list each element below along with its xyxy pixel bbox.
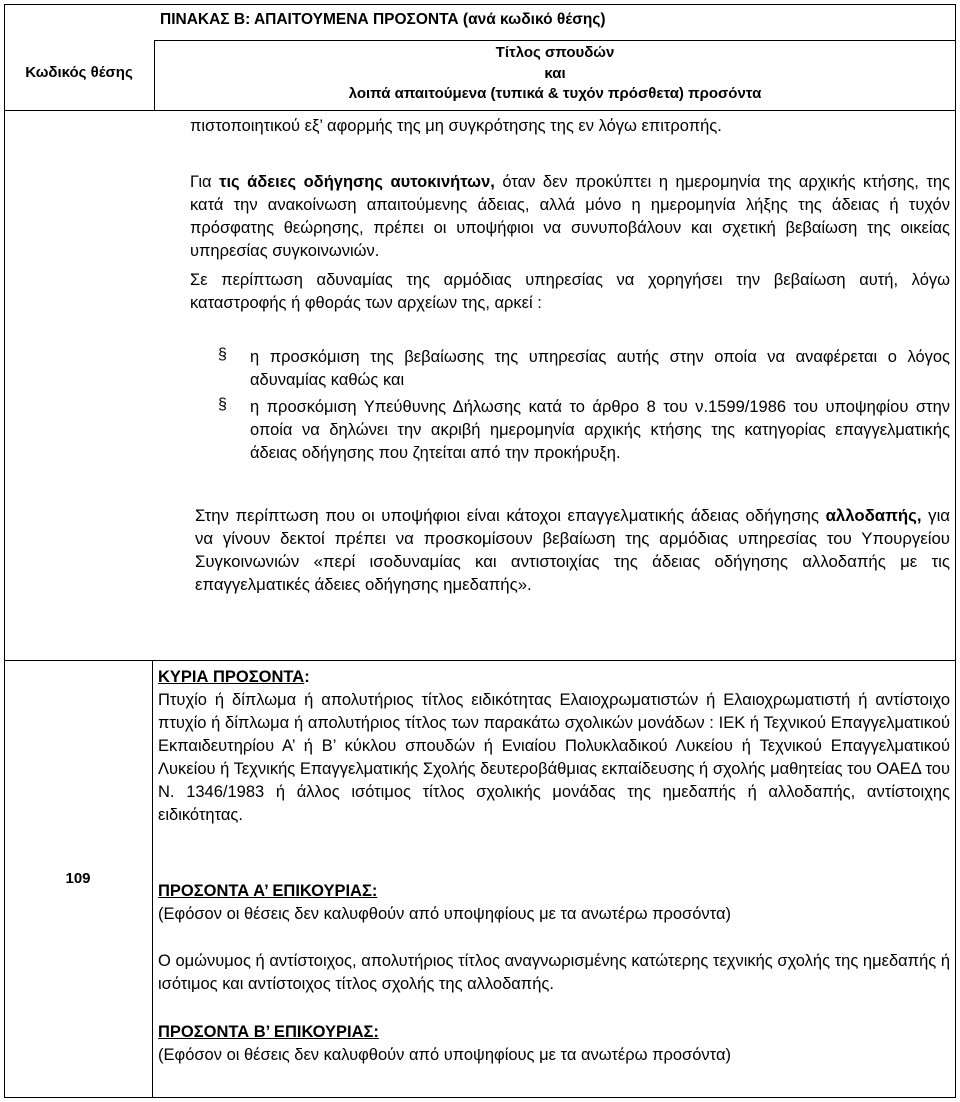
supplementary-a-heading: ΠΡΟΣΟΝΤΑ Α’ ΕΠΙΚΟΥΡΙΑΣ: [158, 882, 378, 900]
position-code: 109 [65, 870, 91, 887]
title-column-header-line2: και [544, 65, 566, 82]
code-column-rule-bottom [152, 660, 153, 1098]
supplementary-b-note: (Εφόσον οι θέσεις δεν καλυφθούν από υποψηφίους με τα ανωτέρω προσόντα) [158, 1046, 731, 1064]
authority-unable-paragraph: Σε περίπτωση αδυναμίας της αρμόδιας υπηρεσίας να χορηγήσει την βεβαίωση αυτή, λόγω καταστροφής ή φθοράς των αρχείων της, αρκεί : [190, 271, 950, 312]
supplementary-a-text: Ο ομώνυμος ή αντίστοιχος, απολυτήριος τίτλος αναγνωρισμένης κατώτερης τεχνικής σχολής της ημεδαπής ή ισότιμος και αντίστοιχος τίτλος σχολής της αλλοδαπής. [158, 952, 950, 993]
header-bottom-rule [4, 110, 956, 111]
bullet-icon: § [218, 346, 227, 363]
car-license-paragraph: Για τις άδειες οδήγησης αυτοκινήτων, όταν δεν προκύπτει η ημερομηνία της αρχικής κτήσης, της κατά την ανακοίνωση απαιτούμενης άδειας, αλλά μόνο η ημερομηνία λήξης της άδειας ή τυχόν πρόσφατης θεώρησης, πρέπει οι υποψήφιοι να συνυποβάλουν και σχετική βεβαίωση της οικείας υπηρεσίας συγκοινωνιών. [190, 173, 951, 260]
code-column-header: Κωδικός θέσης [25, 64, 133, 81]
row-divider [4, 660, 956, 661]
cert-continuation-text: πιστοποιητικού εξ’ αφορμής της μη συγκρότησης της εν λόγω επιτροπής. [190, 117, 722, 135]
foreign-license-paragraph: Στην περίπτωση που οι υποψήφιοι είναι κάτοχοι επαγγελματικής άδειας οδήγησης αλλοδαπής, για να γίνουν δεκτοί πρέπει να προσκομίσουν βεβαίωση της αρμόδιας υπηρεσίας του Υπουργείου Συγκοινωνιών «περί ισοδυναμίας και αντιστοιχίας της άδειας οδήγησης αλλοδαπής με τις επαγγελματικές άδειες οδήγησης ημεδαπής». [195, 506, 950, 594]
supplementary-a-note: (Εφόσον οι θέσεις δεν καλυφθούν από υποψηφίους με τα ανωτέρω προσόντα) [158, 905, 731, 923]
header-divider [155, 40, 955, 41]
table-title: ΠΙΝΑΚΑΣ Β: ΑΠΑΙΤΟΥΜΕΝΑ ΠΡΟΣΟΝΤΑ (ανά κωδικό θέσης) [160, 11, 606, 28]
supplementary-b-heading: ΠΡΟΣΟΝΤΑ Β’ ΕΠΙΚΟΥΡΙΑΣ: [158, 1023, 379, 1041]
main-qualifications-heading: ΚΥΡΙΑ ΠΡΟΣΟΝΤΑ: [158, 668, 310, 686]
bullet-item-1: η προσκόμιση της βεβαίωσης της υπηρεσίας αυτής στην οποία να αναφέρεται ο λόγος αδυναμίας καθώς και [250, 348, 950, 389]
main-qualifications-text: Πτυχίο ή δίπλωμα ή απολυτήριος τίτλος ειδικότητας Ελαιοχρωματιστών ή Ελαιοχρωματιστή ή αντίστοιχο πτυχίο ή δίπλωμα ή απολυτήριος τίτλος των παρακάτω σχολικών μονάδων : ΙΕΚ ή Τεχνικού Επαγγελματικού Εκπαιδευτηρίου Α’ ή Β’ κύκλου σπουδών ή Ενιαίου Πολυκλαδικού Λυκείου ή Τεχνικού Επαγγελματικού Λυκείου ή Τεχνικής Επαγγελματικής Σχολής δευτεροβάθμιας εκπαίδευσης ή σχολής μαθητείας του ΟΑΕΔ του Ν. 1346/1983 ή άλλος ισότιμος τίτλος σχολικής μονάδας της ημεδαπής ή αλλοδαπής, αντίστοιχης ειδικότητας. [158, 691, 950, 824]
bullet-icon: § [218, 396, 227, 413]
title-column-header-line1: Τίτλος σπουδών [495, 44, 615, 61]
car-license-emphasis: τις άδειες οδήγησης αυτοκινήτων, [219, 173, 495, 191]
title-column-header-line3: λοιπά απαιτούμενα (τυπικά & τυχόν πρόσθετα) προσόντα [348, 85, 762, 102]
bullet-item-2: η προσκόμιση Υπεύθυνης Δήλωσης κατά το άρθρο 8 του ν.1599/1986 του υποψηφίου στην οποία να δηλώνει την ακριβή ημερομηνία αρχικής κτήσης της κατηγορίας επαγγελματικής άδειας οδήγησης που ζητείται από την προκήρυξη. [250, 398, 950, 462]
foreign-license-emphasis: αλλοδαπής, [825, 506, 922, 525]
